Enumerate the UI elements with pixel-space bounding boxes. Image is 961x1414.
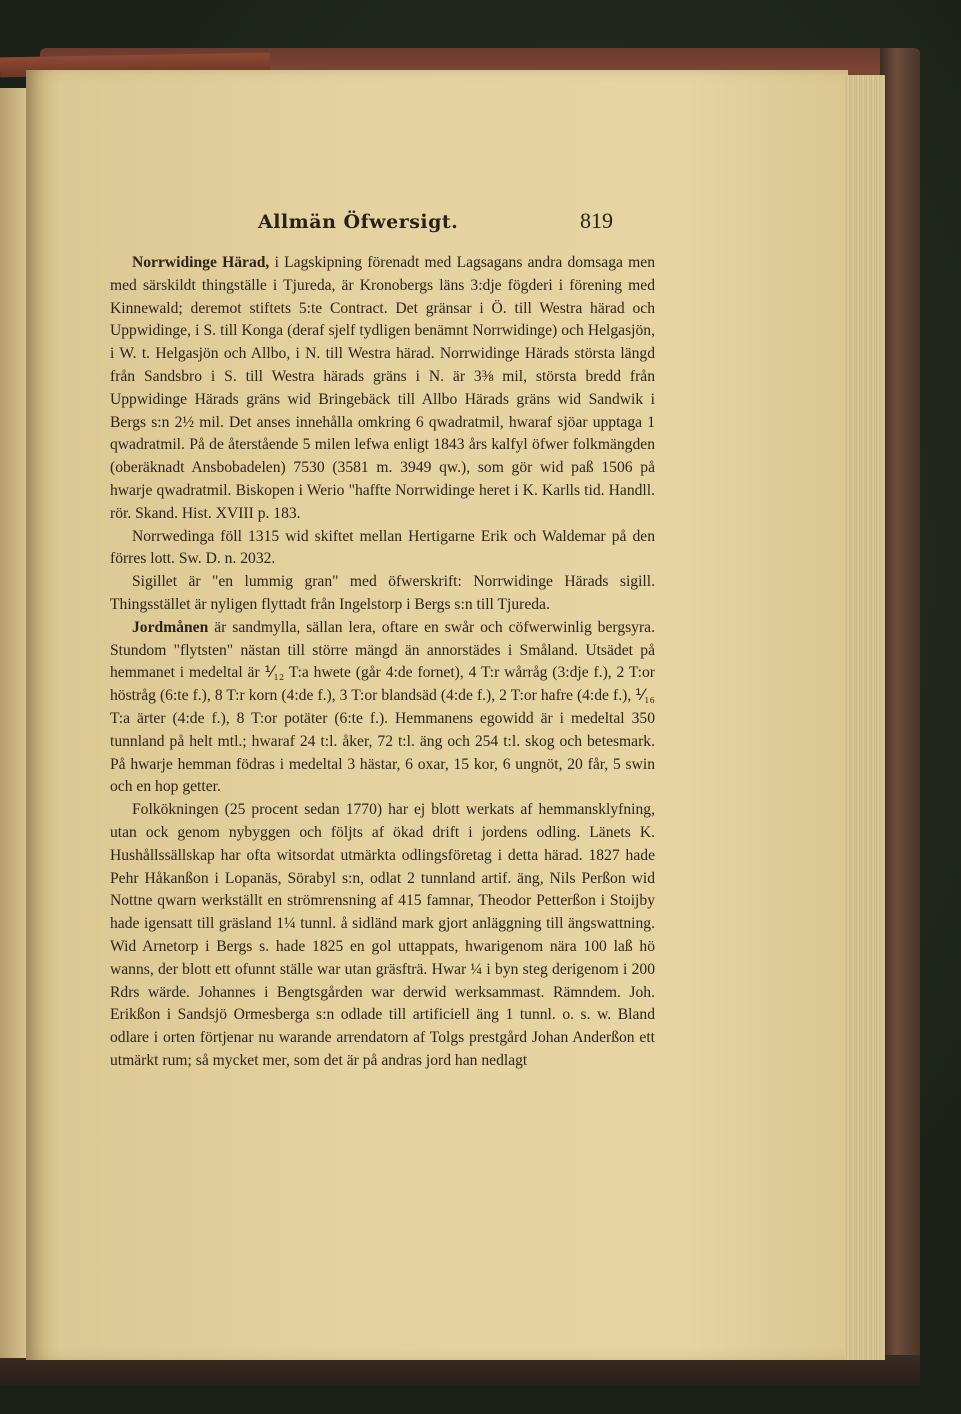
paragraph bbox=[110, 617, 655, 799]
paragraph-text: Norrwedinga föll 1315 wid skiftet mellan Hertigarne Erik och Waldemar på den förres lott. Sw. D. n. 2032. bbox=[110, 527, 655, 568]
book-cover-right bbox=[880, 48, 920, 1383]
paragraph bbox=[110, 571, 655, 617]
paragraph bbox=[110, 252, 655, 526]
paragraph-lead: Norrwidinge Härad, bbox=[132, 254, 270, 271]
facing-page-edge bbox=[0, 88, 26, 1358]
paragraph bbox=[110, 799, 655, 1073]
page-number: 819 bbox=[580, 208, 613, 233]
paragraph-text: är sandmylla, sällan lera, oftare en swår och cöfwerwinlig bergsyra. Stundom "flytsten" nästan till större mängd än annorstädes i Småland. Utsädet på hemmanet i medeltal är ⅟₁₂ T:a hwete (går 4:de fornet), 4 T:r wårråg (3:dje f.), 2 T:or höstråg (6:te f.), 8 T:r korn (4:de f.), 3 T:or blandsäd (4:de f.), 2 T:or hafre (4:de f.), ⅟₁₆ T:a ärter (4:de f.), 8 T:or potäter (6:te f.). Hemmanens egowidd är i medeltal 350 tunnland på helt mtl.; hwaraf 24 t:l. åker, 72 t:l. äng och 254 t:l. skog och betesmark. På hwarje hemman födras i medeltal 3 hästar, 6 oxar, 15 kor, 6 ungnöt, 20 får, 5 swin och en hop getter. bbox=[110, 618, 655, 796]
paragraph-text: Folkökningen (25 procent sedan 1770) har ej blott werkats af hemmansklyfning, utan ock genom nybyggen och följts af ökad drift i jordens odling. Länets K. Hushållssällskap har ofta witsordat utmärkta odlingsföretag i detta härad. 1827 hade Pehr Håkanßon i Lopanäs, Sörabyl s:n, odlat 2 tunnland artif. äng, Nils Perßon wid Nottne qwarn werkställt en strömrensning af 415 famnar, Theodor Petterßon i Stoijby hade igensatt till gräsland 1¼ tunnl. å sidländ mark gjort anläggning till ängswattning. Wid Arnetorp i Bergs s. hade 1825 en gol uttappats, hwarigenom nära 100 laß hö wanns, der blott ett ofunnt ställe war utan gräsfträ. Hwar ¼ i byn steg derigenom i 200 Rdrs wärde. Johannes i Bengtsgården war derwid werksammast. Rämndem. Joh. Erikßon i Sandsjö Ormesberga s:n odlade till artificiell äng 1 tunnl. o. s. w. Bland odlare i orten förtjenar nu warande arrendatorn af Tolgs prestgård Johan Anderßon ett utmärkt rum; så mycket mer, som det är på andras jord han nedlagt bbox=[110, 801, 655, 1069]
page-edges bbox=[845, 75, 885, 1360]
paragraph-lead: Jordmånen bbox=[132, 618, 209, 636]
paragraph-text: i Lagskipning förenadt med Lagsagans andra domsaga men med särskildt thingställe i Tjureda, är Kronobergs läns 3:dje fögderi i förening med Kinnewald; deremot stiftets 5:te Contract. Det gränsar i Ö. till Westra härad och Uppwidinge, i S. till Konga (deraf sjelf tydligen benämnt Norrwidinge) och Helgasjön, i W. t. Helgasjön och Allbo, i N. till Westra härad. Norrwidinge Härads största längd från Sandsbro i S. till Westra härads gräns i N. är 3⅜ mil, största bredd från Uppwidinge Härads gräns wid Bringebäck till Allbo Härads gräns wid Sandwik i Bergs s:n 2½ mil. Det anses innehålla omkring 6 qwadratmil, hwaraf sjöar upptaga 1 qwadratmil. På de återstående 5 milen lefwa enligt 1843 års kalfyl öfwer folkmängden (oberäknadt Ansbobadelen) 7530 (3581 m. 3949 qw.), som gör wid paß 1506 på hwarje qwadratmil. Biskopen i Werio "haffte Norrwidinge heret i K. Karlls tid. Handll. rör. Skand. Hist. XVIII p. 183. bbox=[110, 254, 655, 522]
page-header bbox=[258, 208, 613, 244]
running-head: Allmän Öfwersigt. bbox=[258, 211, 459, 233]
paragraph-text: Sigillet är "en lummig gran" med öfwerskrift: Norrwidinge Härads sigill. Thingsstället är nyligen flyttadt från Ingelstorp i Bergs s:n till Tjureda. bbox=[110, 573, 655, 613]
page-body bbox=[110, 252, 655, 1252]
paragraph bbox=[110, 526, 655, 572]
